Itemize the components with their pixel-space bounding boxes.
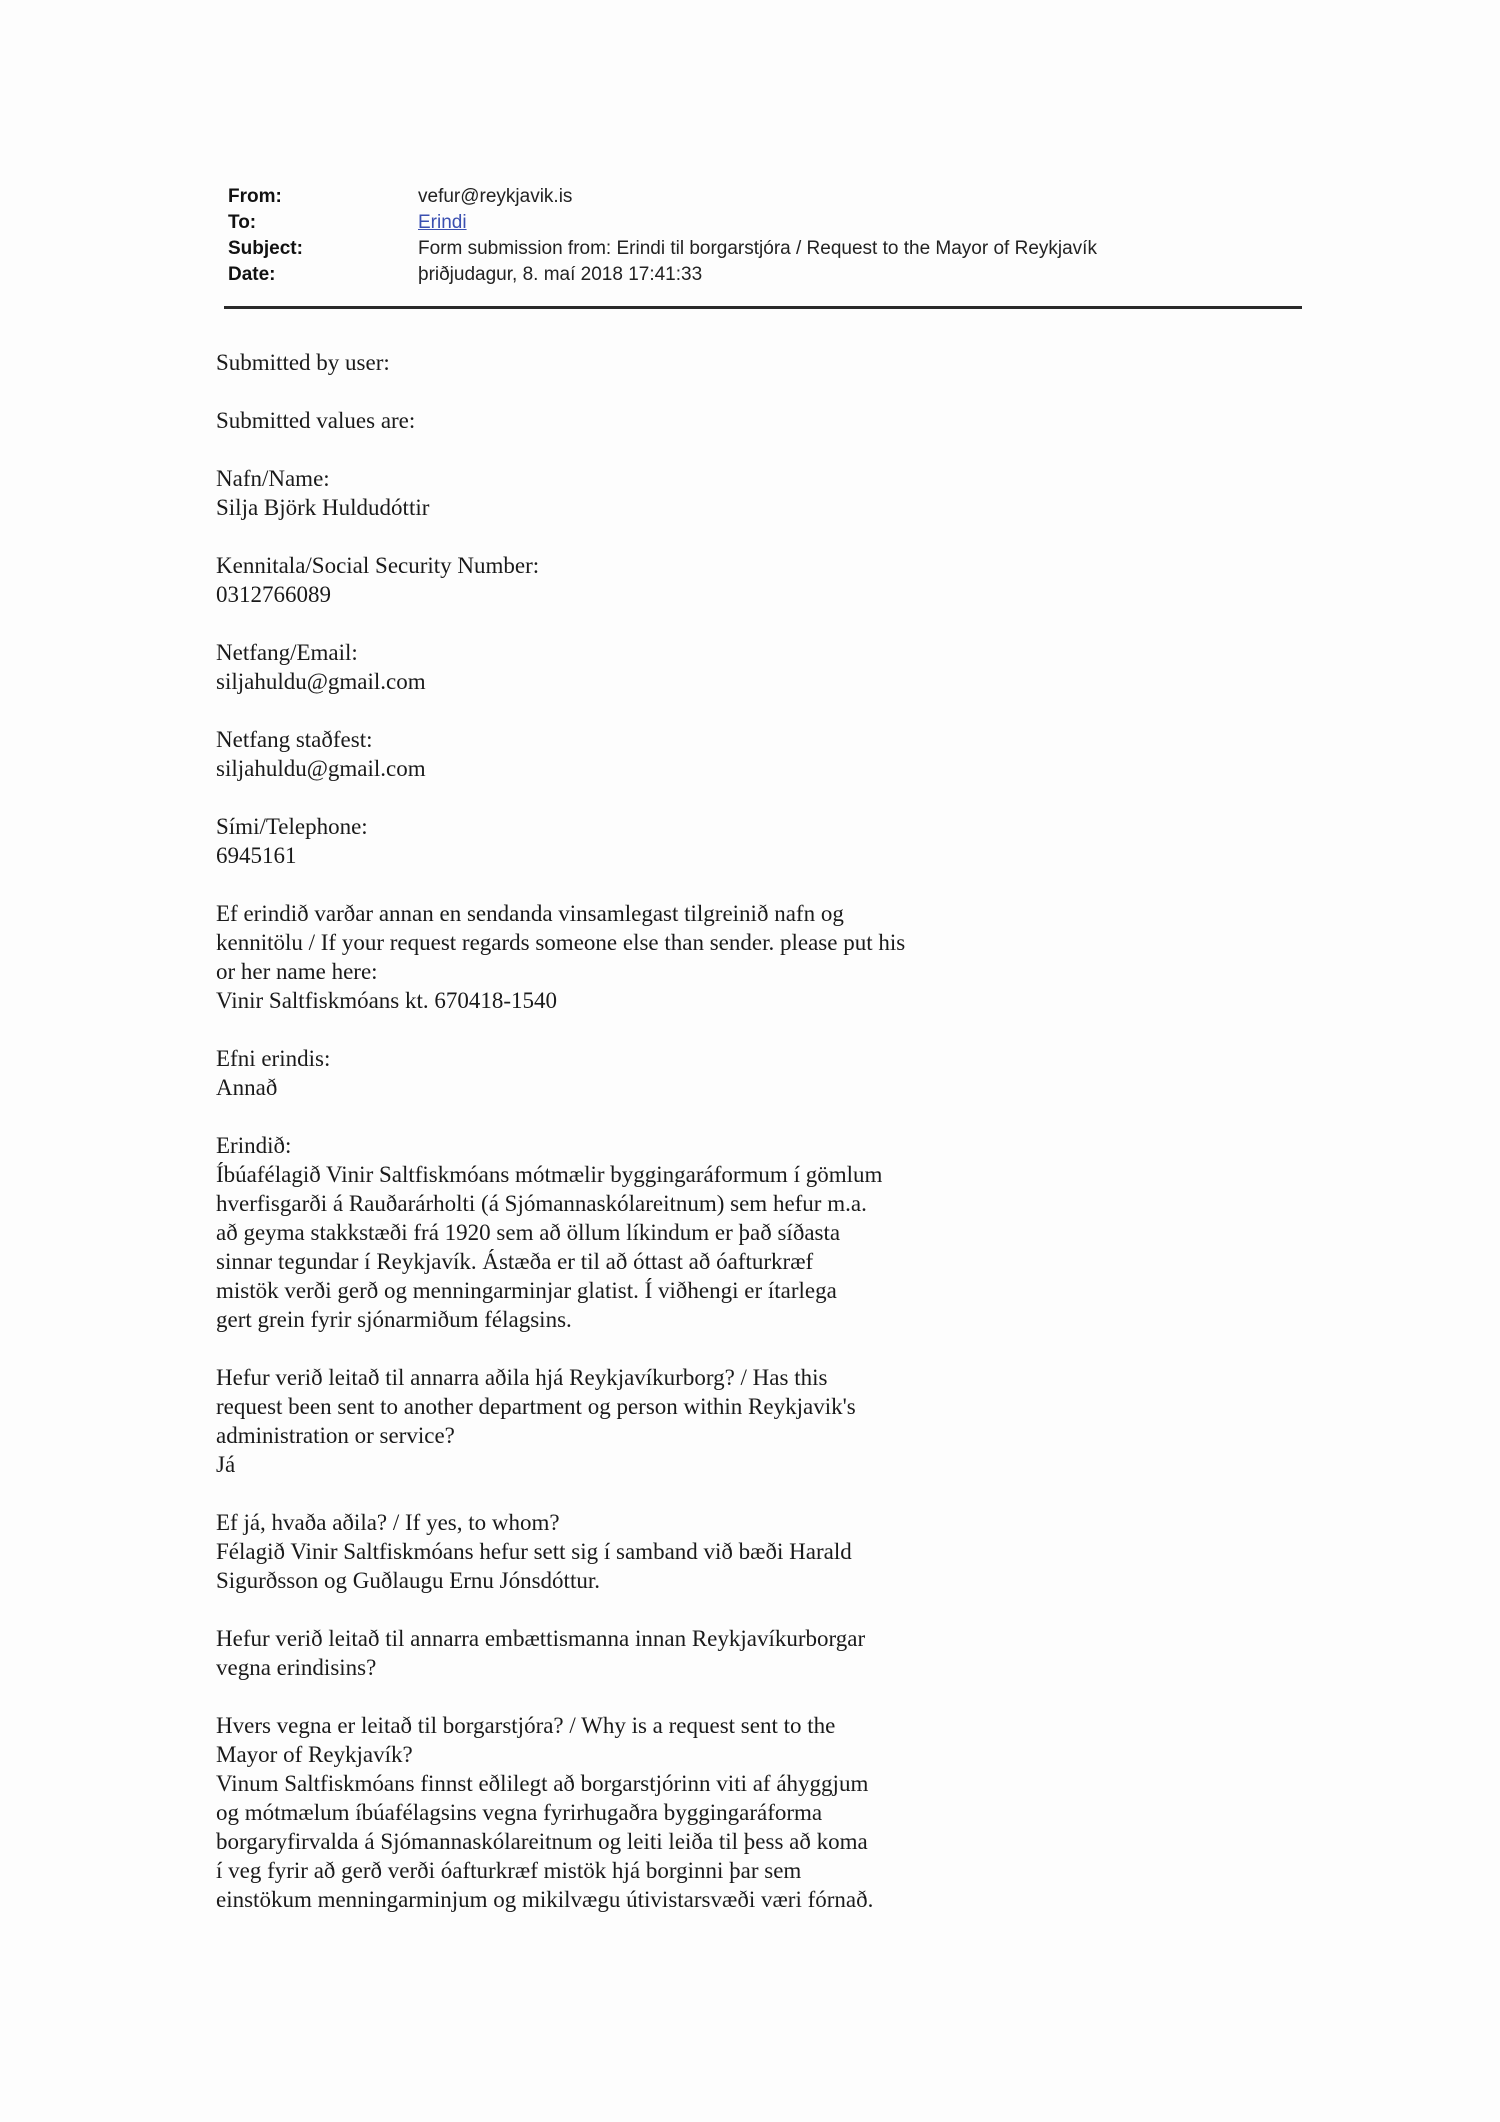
field-value-line: siljahuldu@gmail.com (216, 669, 426, 694)
field-label-line: Netfang staðfest: (216, 727, 373, 752)
field-label-line: Kennitala/Social Security Number: (216, 553, 540, 578)
field-label-line: Ef erindið varðar annan en sendanda vinsamlegast tilgreinið nafn og (216, 901, 844, 926)
field-value-line: sinnar tegundar í Reykjavík. Ástæða er til að óttast að óafturkræf (216, 1249, 814, 1274)
field-value-line: og mótmælum íbúafélagsins vegna fyrirhugaðra byggingaráforma (216, 1800, 823, 1825)
field-value-line: hverfisgarði á Rauðarárholti (á Sjómannaskólareitnum) sem hefur m.a. (216, 1191, 867, 1216)
form-field (216, 1711, 1216, 1914)
field-value-line: mistök verði gerð og menningarminjar glatist. Í viðhengi er ítarlega (216, 1278, 837, 1303)
field-value-line: Sigurðsson og Guðlaugu Ernu Jónsdóttur. (216, 1568, 600, 1593)
form-field (216, 638, 1216, 696)
field-label-line: Erindið: (216, 1133, 292, 1158)
form-fields (216, 464, 1216, 1914)
form-field (216, 464, 1216, 522)
form-field (216, 551, 1216, 609)
form-field (216, 899, 1216, 1015)
header-from-row (228, 184, 1300, 210)
form-field (216, 725, 1216, 783)
field-value-line: Vinir Saltfiskmóans kt. 670418-1540 (216, 988, 558, 1013)
field-value-line: borgaryfirvalda á Sjómannaskólareitnum og leiti leiða til þess að koma (216, 1829, 868, 1854)
field-value-line: 6945161 (216, 843, 297, 868)
field-value-line: Félagið Vinir Saltfiskmóans hefur sett sig í samband við bæði Harald (216, 1539, 852, 1564)
field-label-line: Efni erindis: (216, 1046, 331, 1071)
submitted-values-text: Submitted values are: (216, 408, 416, 433)
field-label-line: or her name here: (216, 959, 378, 984)
field-label-line: Nafn/Name: (216, 466, 330, 491)
from-label: From: (228, 186, 282, 207)
field-label-line: Mayor of Reykjavík? (216, 1742, 413, 1767)
form-field (216, 812, 1216, 870)
field-value-line: Silja Björk Huldudóttir (216, 495, 430, 520)
from-value: vefur@reykjavik.is (418, 186, 573, 207)
submitted-values-line (216, 406, 1216, 435)
form-field (216, 1363, 1216, 1479)
field-label-line: Ef já, hvaða aðila? / If yes, to whom? (216, 1510, 560, 1535)
header-subject-row (228, 236, 1300, 262)
field-label-line: request been sent to another department og person within Reykjavik's (216, 1394, 856, 1419)
form-field (216, 1624, 1216, 1682)
field-value-line: siljahuldu@gmail.com (216, 756, 426, 781)
form-field (216, 1131, 1216, 1334)
field-value-line: gert grein fyrir sjónarmiðum félagsins. (216, 1307, 572, 1332)
field-value-line: að geyma stakkstæði frá 1920 sem að öllum líkindum er það síðasta (216, 1220, 841, 1245)
field-label-line: Sími/Telephone: (216, 814, 368, 839)
field-label-line: Netfang/Email: (216, 640, 358, 665)
field-value-line: í veg fyrir að gerð verði óafturkræf mistök hjá borginni þar sem (216, 1858, 802, 1883)
to-label: To: (228, 212, 257, 233)
field-label-line: Hvers vegna er leitað til borgarstjóra? / Why is a request sent to the (216, 1713, 836, 1738)
submitted-by-text: Submitted by user: (216, 350, 390, 375)
field-value-line: Íbúafélagið Vinir Saltfiskmóans mótmælir byggingaráformum í gömlum (216, 1162, 883, 1187)
field-value-line: Annað (216, 1075, 278, 1100)
date-value: þriðjudagur, 8. maí 2018 17:41:33 (418, 264, 703, 285)
field-value-line: Vinum Saltfiskmóans finnst eðlilegt að borgarstjórinn viti af áhyggjum (216, 1771, 869, 1796)
header-date-row (228, 262, 1300, 288)
field-label-line: administration or service? (216, 1423, 455, 1448)
email-body (216, 348, 1216, 1943)
form-field (216, 1044, 1216, 1102)
field-label-line: vegna erindisins? (216, 1655, 377, 1680)
field-value-line: einstökum menningarminjum og mikilvægu útivistarsvæði væri fórnað. (216, 1887, 874, 1912)
date-label: Date: (228, 264, 276, 285)
submitted-by-line (216, 348, 1216, 377)
field-value-line: Já (216, 1452, 236, 1477)
subject-value: Form submission from: Erindi til borgarstjóra / Request to the Mayor of Reykjavík (418, 238, 1097, 259)
to-value-link[interactable]: Erindi (418, 212, 467, 233)
field-value-line: 0312766089 (216, 582, 331, 607)
header-to-row (228, 210, 1300, 236)
header-divider (224, 306, 1302, 309)
field-label-line: Hefur verið leitað til annarra embættismanna innan Reykjavíkurborgar (216, 1626, 866, 1651)
field-label-line: kennitölu / If your request regards someone else than sender. please put his (216, 930, 906, 955)
email-header (228, 184, 1300, 288)
field-label-line: Hefur verið leitað til annarra aðila hjá Reykjavíkurborg? / Has this (216, 1365, 828, 1390)
form-field (216, 1508, 1216, 1595)
subject-label: Subject: (228, 238, 303, 259)
